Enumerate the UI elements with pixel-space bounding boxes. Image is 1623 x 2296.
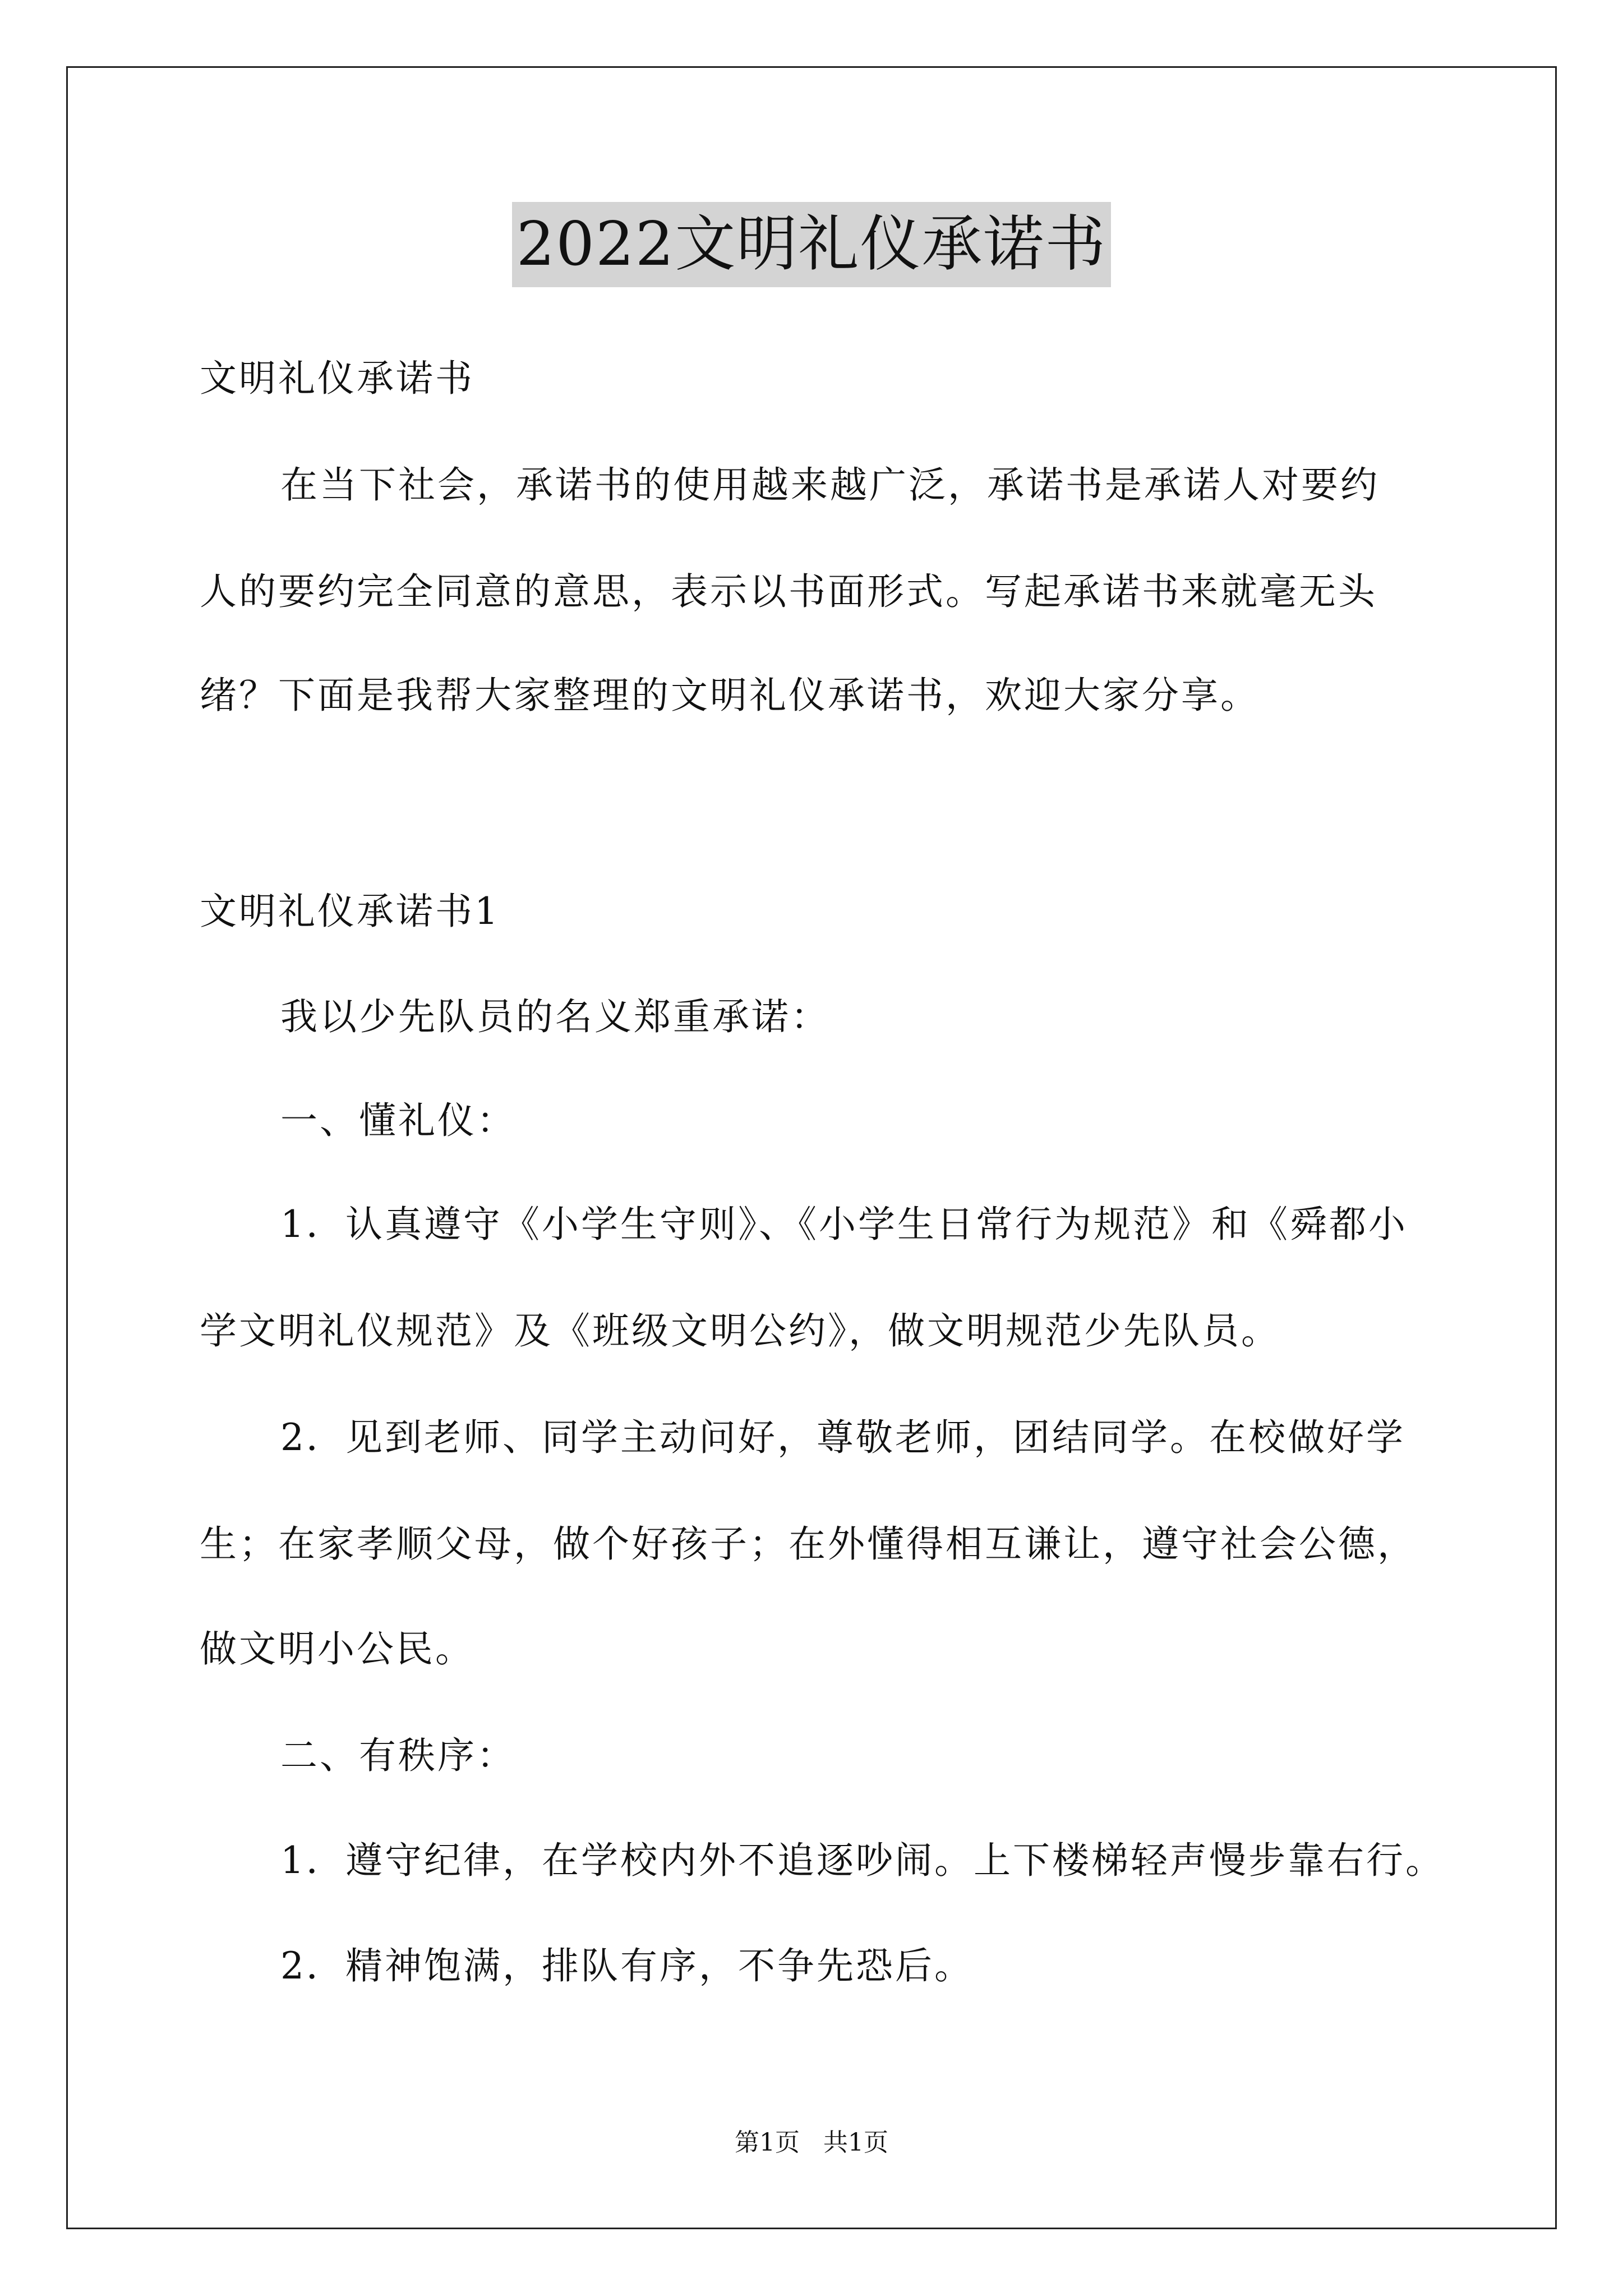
page-number-total: 共1页 [823, 2128, 888, 2157]
intro-line-2: 人的要约完全同意的意思，表示以书面形式。写起承诺书来就毫无头 [200, 570, 1377, 613]
item-1-2-line-2: 生；在家孝顺父母，做个好孩子；在外懂得相互谦让，遵守社会公德， [200, 1522, 1417, 1566]
item-2-1: 1．遵守纪律，在学校内外不追逐吵闹。上下楼梯轻声慢步靠右行。 [280, 1839, 1445, 1882]
section-heading: 文明礼仪承诺书 [200, 357, 474, 400]
intro-line-3: 绪？下面是我帮大家整理的文明礼仪承诺书，欢迎大家分享。 [200, 674, 1260, 717]
intro-line-1: 在当下社会，承诺书的使用越来越广泛，承诺书是承诺人对要约 [280, 463, 1380, 507]
title-container [0, 202, 1623, 287]
part-2-heading: 二、有秩序： [280, 1734, 516, 1777]
item-1-2-line-1: 2．见到老师、同学主动问好，尊敬老师，团结同学。在校做好学 [280, 1416, 1405, 1459]
section-1-heading: 文明礼仪承诺书1 [200, 890, 500, 933]
pledge-intro: 我以少先队员的名义郑重承诺： [280, 995, 830, 1038]
page-footer [0, 2127, 1623, 2159]
item-1-2-line-3: 做文明小公民。 [200, 1627, 474, 1671]
page-number-current: 第1页 [735, 2128, 800, 2157]
document-title: 2022文明礼仪承诺书 [512, 202, 1112, 287]
part-1-heading: 一、懂礼仪： [280, 1099, 516, 1142]
item-2-2: 2．精神饱满，排队有序，不争先恐后。 [280, 1944, 974, 1987]
item-1-1-line-2: 学文明礼仪规范》及《班级文明公约》，做文明规范少先队员。 [200, 1309, 1280, 1352]
item-1-1-line-1: 1．认真遵守《小学生守则》、《小学生日常行为规范》和《舜都小 [280, 1203, 1408, 1246]
